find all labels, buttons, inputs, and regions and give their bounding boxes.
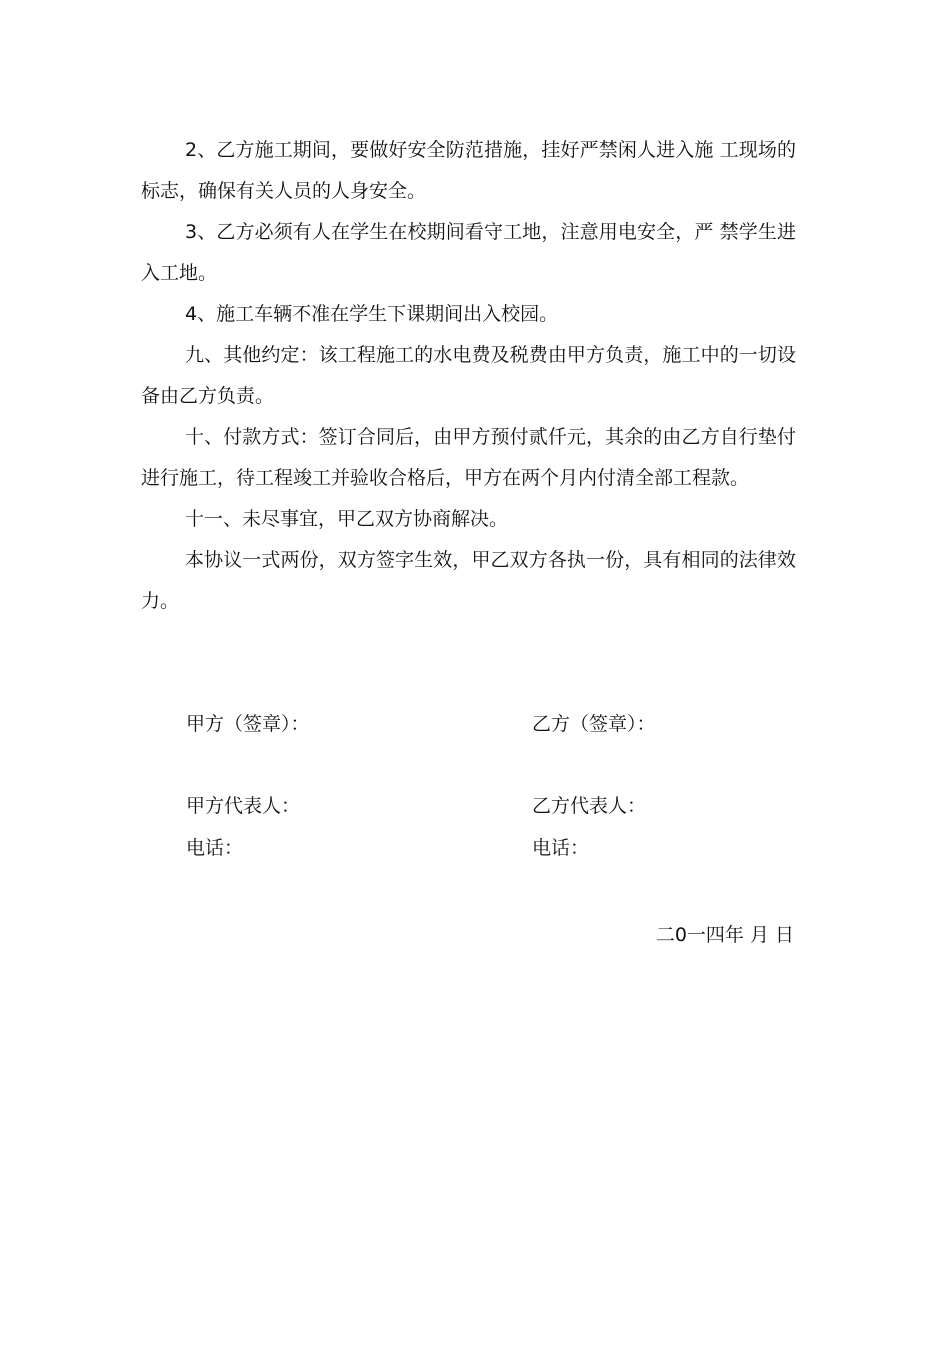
party-a-seal-label: 甲方（签章）：	[186, 713, 310, 735]
party-b-phone-label: 电话：	[532, 837, 590, 859]
clause-unresolved-matters: 十一、未尽事宜，甲乙双方协商解决。	[185, 508, 509, 530]
contract-body	[141, 130, 796, 622]
party-b-seal-label: 乙方（签章）：	[532, 713, 656, 735]
clause-2: 2、乙方施工期间，要做好安全防范措施，挂好严禁闲人进入施 工现场的标志，确保有关人员的人身安全。	[141, 139, 796, 202]
clause-4: 4、施工车辆不准在学生下课期间出入校园。	[185, 303, 559, 325]
signing-date: 二0一四年 月 日	[655, 924, 794, 946]
party-a-representative-label: 甲方代表人：	[186, 795, 301, 817]
party-a-phone-label: 电话：	[186, 837, 244, 859]
clause-other-agreements: 九、其他约定：该工程施工的水电费及税费由甲方负责，施工中的一切设备由乙方负责。	[141, 344, 796, 407]
clause-3: 3、乙方必须有人在学生在校期间看守工地，注意用电安全，严 禁学生进入工地。	[141, 221, 796, 284]
clause-copies-validity: 本协议一式两份，双方签字生效，甲乙双方各执一份，具有相同的法律效力。	[141, 549, 796, 612]
clause-payment-terms: 十、付款方式：签订合同后，由甲方预付贰仟元，其余的由乙方自行垫付进行施工，待工程竣工并验收合格后，甲方在两个月内付清全部工程款。	[141, 426, 796, 489]
party-b-representative-label: 乙方代表人：	[532, 795, 647, 817]
